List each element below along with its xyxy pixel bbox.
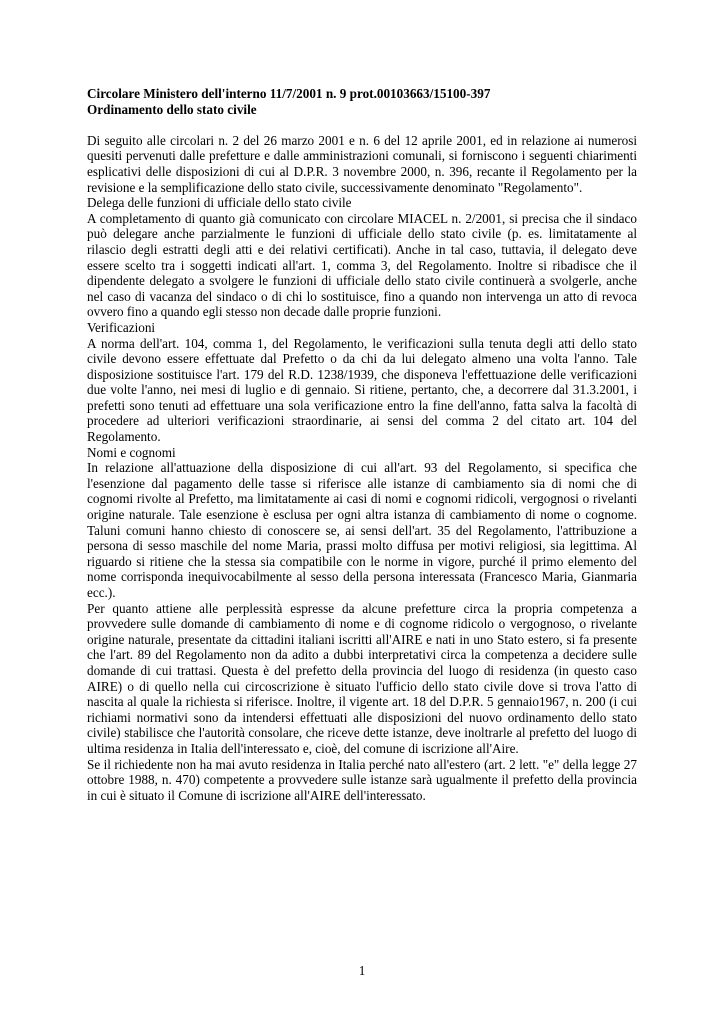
paragraph-delega: A completamento di quanto già comunicato con circolare MIACEL n. 2/2001, si precisa che il sindaco può delegare anche parzialmente le funzioni di ufficiale dello stato civile (p. es. limitatamente al rilascio degli estratti degli atti e dei relativi certificati). Anche in tal caso, tuttavia, il delegato deve essere scelto tra i soggetti indicati all'art. 1, comma 3, del Regolamento. Inoltre si ribadisce che il dipendente delegato a svolgere le funzioni di ufficiale dello stato civile continuerà a svolgerle, anche nel caso di vacanza del sindaco o di chi lo sostituisce, fino a quando non intervenga un atto di revoca ovvero fino a quando egli stesso non decade dalle proprie funzioni. — [87, 210, 637, 320]
paragraph-nomi-cognomi-3: Se il richiedente non ha mai avuto residenza in Italia perché nato all'estero (art. 2 lett. "e" della legge 27 ottobre 1988, n. 470) competente a provvedere sulle istanze sarà ugualmente il prefetto della provincia in cui è situato il Comune di iscrizione all'AIRE dell'interessato. — [87, 756, 637, 803]
section-title-verificazioni: Verificazioni — [87, 319, 156, 335]
page-number: 1 — [358, 963, 366, 978]
section-title-nomi-cognomi: Nomi e cognomi — [87, 444, 176, 460]
document-subtitle: Ordinamento dello stato civile — [87, 101, 257, 117]
document-title: Circolare Ministero dell'interno 11/7/2001 n. 9 prot.00103663/15100-397 — [87, 86, 491, 101]
intro-paragraph: Di seguito alle circolari n. 2 del 26 marzo 2001 e n. 6 del 12 aprile 2001, ed in relazione ai numerosi quesiti pervenuti dalle prefetture e dalle amministrazioni comunali, si forniscono i seguenti chiarimenti esplicativi delle disposizioni di cui al D.P.R. 3 novembre 2000, n. 396, recante il Regolamento per la revisione e la semplificazione dello stato civile, successivamente denominato "Regolamento". — [87, 132, 637, 195]
paragraph-nomi-cognomi-1: In relazione all'attuazione della disposizione di cui all'art. 93 del Regolamento, si specifica che l'esenzione dal pagamento delle tasse si riferisce alle istanze di cambiamento sia di nomi che di cognomi rivolte al Prefetto, ma limitatamente ai casi di nomi e cognomi ridicoli, vergognosi o rivelanti origine naturale. Tale esenzione è esclusa per ogni altra istanza di cambiamento di nome o cognome. Taluni comuni hanno chiesto di conoscere se, ai sensi dell'art. 35 del Regolamento, l'attribuzione a persona di sesso maschile del nome Maria, prassi molto diffusa per motivi religiosi, sia legittima. Al riguardo si ritiene che la stessa sia compatibile con le norme in vigore, purché il primo elemento del nome corrisponda inequivocabilmente al sesso della persona interessata (Francesco Maria, Gianmaria ecc.). — [87, 460, 637, 600]
paragraph-verificazioni: A norma dell'art. 104, comma 1, del Regolamento, le verificazioni sulla tenuta degli atti dello stato civile devono essere effettuate dal Prefetto o da chi da lui delegato almeno una volta l'anno. Tale disposizione sostituisce l'art. 179 del R.D. 1238/1939, che disponeva l'effettuazione delle verificazioni due volte l'anno, nei mesi di luglio e di gennaio. Si ritiene, pertanto, che, a decorrere dal 31.3.2001, i prefetti sono tenuti ad effettuare una sola verificazione entro la fine dell'anno, fatta salva la facoltà di procedere ad ulteriori verificazioni straordinarie, ai sensi del comma 2 del citato art. 104 del Regolamento. — [87, 335, 637, 445]
blank-line — [87, 117, 637, 133]
document-body — [87, 86, 637, 803]
section-title-delega: Delega delle funzioni di ufficiale dello stato civile — [87, 195, 352, 211]
paragraph-nomi-cognomi-2: Per quanto attiene alle perplessità espresse da alcune prefetture circa la propria competenza a provvedere sulle domande di cambiamento di nome e di cognome ridicolo o vergognoso, o rivelante origine naturale, presentate da cittadini italiani iscritti all'AIRE e nati in uno Stato estero, si fa presente che l'art. 89 del Regolamento non da adito a dubbi interpretativi circa la competenza a decidere sulle domande di cui trattasi. Questa è del prefetto della provincia del luogo di residenza (in questo caso AIRE) o di quello nella cui circoscrizione è situato l'ufficio dello stato civile dove si trova l'atto di nascita al quale la richiesta si riferisce. Inoltre, il vigente art. 18 del D.P.R. 5 gennaio1967, n. 200 (i cui richiami normativi sono da intendersi effettuati alle disposizioni del nuovo ordinamento dello stato civile) stabilisce che l'autorità consolare, che riceve dette istanze, deve inoltrarle al prefetto del luogo di ultima residenza in Italia dell'interessato e, cioè, del comune di iscrizione all'Aire. — [87, 600, 637, 756]
